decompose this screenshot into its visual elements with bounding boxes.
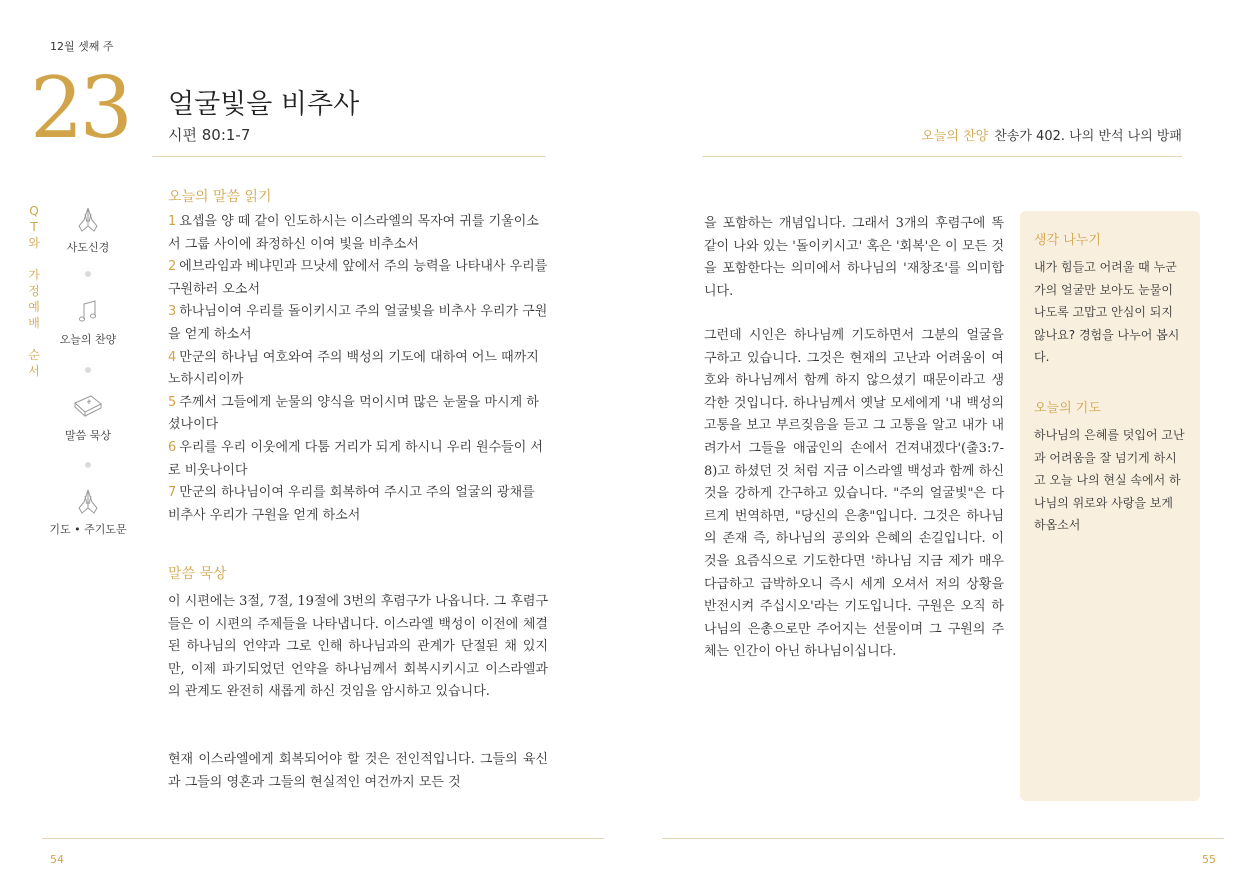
verse-number: 1 (168, 214, 177, 229)
share-heading: 생각 나누기 (1034, 233, 1101, 248)
reading-heading: 오늘의 말씀 읽기 (168, 189, 272, 205)
verse-number: 7 (168, 485, 177, 501)
step-dot (85, 367, 91, 373)
step-dot (85, 462, 91, 468)
verse-number: 4 (168, 349, 177, 365)
verse-text: 우리를 우리 이웃에게 다툼 거리가 되게 하시니 우리 원수들이 서로 비웃나이다 (168, 439, 543, 478)
verse-item (168, 211, 548, 256)
step-dot (85, 271, 91, 277)
step-label: 말씀 묵상 (64, 429, 111, 442)
step-apostles-creed (40, 204, 136, 255)
step-prayer (40, 486, 136, 537)
header-rule-left (152, 156, 546, 157)
verse-number: 3 (168, 304, 177, 320)
prayer-text: 하나님의 은혜를 덧입어 고난과 어려움을 잘 넘기게 하시고 오늘 나의 현실 속에서 하나님의 위로와 사랑을 보게 하옵소서 (1034, 427, 1185, 533)
verse-list (168, 211, 548, 527)
meditation-heading: 말씀 묵상 (168, 566, 227, 582)
praying-hands-icon (73, 204, 103, 234)
music-note-icon (73, 296, 103, 326)
hymn-label: 오늘의 찬양 (921, 129, 989, 144)
step-label: 기도 • 주기도문 (49, 523, 127, 536)
verse-text: 주께서 그들에게 눈물의 양식을 먹이시며 많은 눈물을 마시게 하셨나이다 (168, 394, 539, 433)
verse-text: 에브라임과 베냐민과 므낫세 앞에서 주의 능력을 나타내사 우리를 구원하러 오소서 (168, 259, 548, 297)
page-title: 얼굴빛을 비추사 (168, 89, 360, 120)
hymn-text: 찬송가 402. 나의 반석 나의 방패 (994, 129, 1182, 144)
header-rule-right (702, 156, 1182, 157)
meditation-paragraph: 그런데 시인은 하나님께 기도하면서 그분의 얼굴을 구하고 있습니다. 그것은 현재의 고난과 어려움이 여호와 하나님께서 함께 하지 않으셨기 때문이라고 생각한 것입니다. 하나님께서 옛날 모세에게 '내 백성의 고통을 보고 부르짖음을 듣고 그 고통을 알고 내가 내려가서 그들을 애굽인의 손에서 건져내겠다'(출3:7-8)고 하셨던 것 처럼 지금 이스라엘 백성과 함께 하신 것을 강하게 간구하고 있습니다. "주의 얼굴빛"은 다르게 번역하면, "당신의 은총"입니다. 그것은 하나님의 존재 즉, 하나님의 공의와 은혜의 손길입니다. 이것을 요즘식으로 기도한다면 '하나님 지금 제가 매우 다급하고 급박하오니 즉시 세게 오셔서 저의 상황을 반전시켜 주십시오'라는 기도입니다. 구원은 오직 하나님의 은총으로만 주어지는 선물이며 그 구원의 주체는 인간이 아닌 하나님이십니다. (704, 328, 1004, 660)
verse-item (168, 482, 548, 527)
verse-item (168, 301, 548, 346)
qt-worship-order-label: Q T 와 가 정 예 배 순 서 (28, 204, 40, 378)
verse-number: 5 (168, 394, 177, 410)
meditation-paragraph: 을 포함하는 개념입니다. 그래서 3개의 후렴구에 똑같이 나와 있는 '돌이키시고' 혹은 '회복'은 이 모든 것을 포함한다는 의미에서 하나님의 '재창조'를 의미합니다. (704, 216, 1004, 299)
week-label: 12월 셋째 주 (50, 40, 114, 53)
verse-text: 요셉을 양 떼 같이 인도하시는 이스라엘의 목자여 귀를 기울이소서 그룹 사이에 좌정하신 이여 빛을 비추소서 (168, 214, 539, 252)
verse-number: 2 (168, 259, 177, 275)
meditation-paragraph: 현재 이스라엘에게 회복되어야 할 것은 전인적입니다. 그들의 육신과 그들의 영혼과 그들의 현실적인 여건까지 모든 것 (168, 752, 548, 790)
footer-rule-left (42, 838, 604, 839)
page-number-right: 55 (1202, 853, 1216, 866)
verse-item (168, 392, 548, 437)
day-number: 23 (30, 59, 129, 157)
verse-text: 만군의 하나님 여호와여 주의 백성의 기도에 대하여 어느 때까지 노하시리이까 (168, 349, 539, 388)
bible-book-icon (71, 392, 105, 422)
step-label: 오늘의 찬양 (59, 333, 117, 346)
scripture-reference: 시편 80:1-7 (168, 126, 251, 144)
step-hymn (40, 296, 136, 347)
praying-hands-icon (73, 486, 103, 516)
verse-item (168, 347, 548, 392)
step-label: 사도신경 (66, 241, 110, 254)
meditation-paragraph: 이 시편에는 3절, 7절, 19절에 3번의 후렴구가 나옵니다. 그 후렴구들은 이 시편의 주제들을 나타냅니다. 이스라엘 백성이 이전에 체결된 하나님의 언약과 그로 인해 하나님과의 관계가 단절된 채 있지만, 이제 파기되었던 언약을 하나님께서 회복시키시고 이스라엘과의 관계도 완전히 새롭게 하신 것임을 암시하고 있습니다. (168, 594, 548, 700)
verse-text: 만군의 하나님이여 우리를 회복하여 주시고 주의 얼굴의 광채를 비추사 우리가 구원을 얻게 하소서 (168, 485, 535, 523)
verse-item (168, 256, 548, 301)
step-meditation (40, 392, 136, 443)
verse-text: 하나님이여 우리를 돌이키시고 주의 얼굴빛을 비추사 우리가 구원을 얻게 하소서 (168, 304, 548, 342)
verse-number: 6 (168, 439, 177, 455)
verse-item (168, 437, 548, 482)
prayer-heading: 오늘의 기도 (1034, 400, 1101, 416)
hymn-line (921, 125, 1182, 144)
page-number-left: 54 (50, 853, 64, 866)
share-prayer-box (1020, 211, 1200, 801)
footer-rule-right (662, 838, 1224, 839)
share-text: 내가 힘들고 어려울 때 누군가의 얼굴만 보아도 눈물이 나도록 고맙고 안심이 되지 않나요? 경험을 나누어 봅시다. (1034, 260, 1180, 365)
